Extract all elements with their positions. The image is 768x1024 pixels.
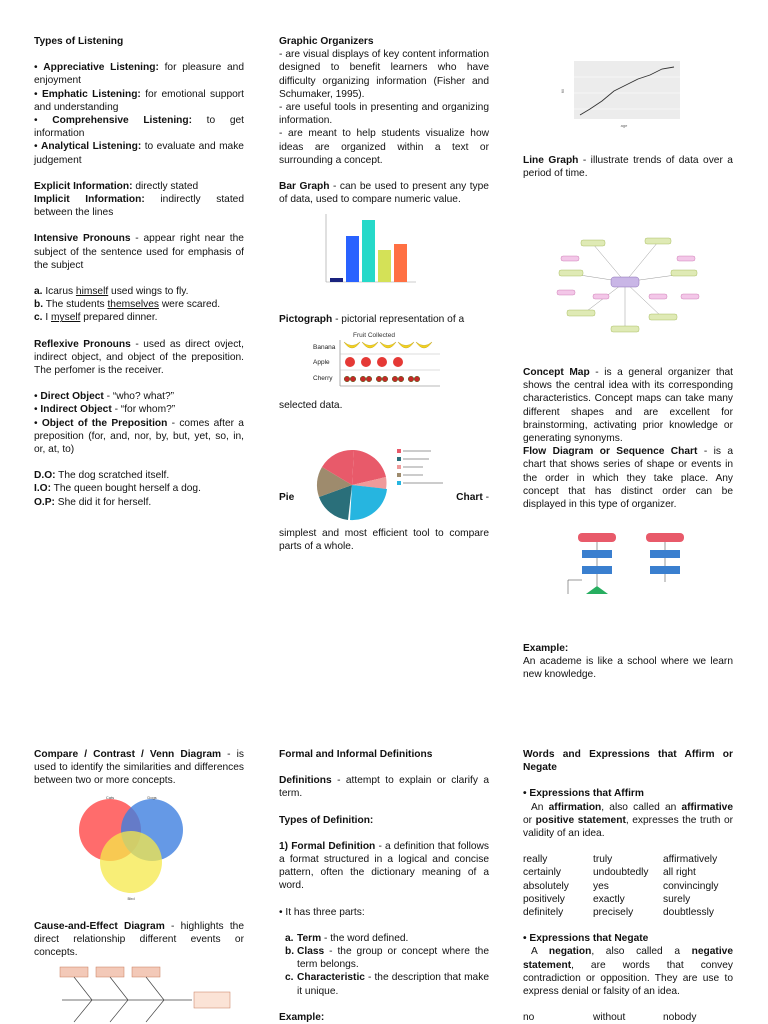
bar-graph-desc: Bar Graph - can be used to present any type of data, used to compare numeric value. — [279, 181, 489, 206]
cause-effect-figure — [52, 964, 232, 1024]
listening-title: Types of Listening — [34, 36, 124, 47]
reflexive-pronouns: Reflexive Pronouns - used as direct ovject, indirect object, and object of the preposition. The perfomer is the receiver. — [34, 338, 244, 377]
pictograph-text-2: selected data. — [279, 400, 343, 411]
bar — [330, 278, 343, 282]
information-types: Explicit Information: directly stated Implicit Information: indirectly stated between the lines — [34, 180, 244, 219]
example-title: Example: — [523, 643, 569, 654]
graphic-organizers-title: Graphic Organizers — [279, 36, 374, 47]
affirm-title: • Expressions that Affirm — [523, 788, 644, 800]
bar — [378, 250, 391, 282]
list-item: • Appreciative Listening: for pleasure and enjoyment — [34, 62, 244, 87]
pie-chart-figure — [312, 445, 452, 523]
formal-definition-desc: 1) Formal Definition - a definition that follows a format structured in a logical and concise pattern, often the dictionary meaning of a word. — [279, 840, 490, 892]
flow-diagram-figure — [560, 530, 690, 594]
pictograph-title: Fruit Collected — [353, 332, 395, 339]
negate-title: • Expressions that Negate — [523, 933, 649, 945]
pictograph-text: Pictograph - pictorial representation of a — [279, 314, 465, 325]
venn-desc: Compare / Contrast / Venn Diagram - is used to identify the similarities and differences between two or more concepts. — [34, 749, 244, 787]
go-desc-3: - are meant to help students visualize how ideas are organized within a text or surrounding a concept. — [279, 128, 489, 166]
pictograph-figure — [312, 330, 442, 388]
go-desc-1: - are visual displays of key content information designed to benefit learners who have difficulty organizing information (Fisher and Schumaker, 1995). — [279, 49, 489, 100]
column-2-bottom — [279, 748, 489, 1024]
bar-graph-figure — [318, 212, 418, 286]
bar — [346, 236, 359, 282]
pie-chart-label-row: Pie Chart - — [279, 492, 489, 503]
concept-map-desc: Concept Map - is a general organizer that shows the central idea with its corresponding characteristics. Concept maps can take many different shapes and are excellent for brainstorming, activating prior knowledge or generating synonyms. — [523, 367, 733, 445]
affirm-words-grid: really truly affirmatively certainly undoubtedly all right absolutely yes convincingly positively exactly surely definitely precisely doubtlessly — [523, 854, 719, 919]
svg-text:Bird: Bird — [127, 896, 135, 901]
banana-icons — [344, 342, 432, 348]
definitions-desc: Definitions - attempt to explain or clarify a term. — [279, 775, 489, 800]
svg-text:Dogs: Dogs — [147, 795, 157, 800]
listening-list — [34, 61, 244, 167]
row-label: Apple — [313, 359, 330, 366]
column-2-top — [279, 35, 489, 219]
column-3-example — [523, 642, 733, 695]
go-desc-2: - are useful tools in presenting and organizing information. — [279, 102, 489, 127]
intensive-examples: a. Icarus himself used wings to fly. b. The students themselves were scared. c. I myself prepared dinner. — [34, 286, 221, 324]
definitions-title: Formal and Informal Definitions — [279, 749, 433, 760]
column-1-top — [34, 35, 244, 522]
line-graph-figure — [560, 57, 688, 129]
intensive-pronouns: Intensive Pronouns - appear right near the subject of the sentence used for emphasis of the subject — [34, 233, 244, 271]
flow-diagram-desc: Flow Diagram or Sequence Chart - is a chart that shows series of shape or events in the order in which they take place. Any concept that has distinct order can be displayed in this type of organizer. — [523, 446, 733, 511]
svg-text:fill: fill — [560, 89, 565, 93]
affirm-desc: An affirmation, also called an affirmative or positive statement, expresses the truth or validity of an idea. — [523, 801, 734, 840]
venn-diagram-figure — [72, 792, 190, 902]
object-types: • Direct Object - “who? what?” • Indirect Object - “for whom?” • Object of the Preposition - comes after a preposition (for, and, nor, by, but, yet, so, in, or, at, to) — [34, 391, 244, 456]
list-item: • Analytical Listening: to evaluate and make judgement — [34, 141, 244, 166]
svg-text:age: age — [620, 123, 628, 128]
negate-desc: A negation, also called a negative statement, are words that convey contradiction or opposition. They are use to express denial or falsity of an idea. — [523, 946, 733, 998]
pie-chart-desc: simplest and most efficient tool to compare parts of a whole. — [279, 528, 489, 553]
words-title: Words and Expressions that Affirm or Negate — [523, 749, 733, 774]
bar — [394, 244, 407, 282]
list-item: • Comprehensive Listening: to get information — [34, 115, 244, 140]
column-3-bottom — [523, 748, 733, 1024]
apple-icons — [345, 357, 403, 367]
parts-list: a. Term - the word defined. b. Class - the group or concept where the term belongs. c. Characteristic - the description that make it unique. — [285, 932, 489, 997]
cause-effect-desc: Cause-and-Effect Diagram - highlights the direct relationship different events or concepts. — [34, 921, 245, 959]
cherry-icons — [344, 376, 420, 382]
example-text: An academe is like a school where we learn new knowledge. — [523, 656, 733, 681]
parts-intro: • It has three parts: — [279, 906, 365, 918]
concept-map-figure — [553, 234, 703, 338]
list-item: • Emphatic Listening: for emotional support and understanding — [34, 88, 244, 113]
object-examples: D.O: The dog scratched itself. I.O: The queen bought herself a dog. O.P: She did it for herself. — [34, 470, 201, 508]
column-3-concept — [523, 366, 733, 524]
column-3-line: Line Graph - illustrate trends of data over a period of time. — [523, 155, 733, 180]
row-label: Banana — [313, 344, 336, 351]
negate-words-grid: no without nobody — [523, 1012, 697, 1024]
example-title-2: Example: — [279, 1011, 325, 1023]
bar — [362, 220, 375, 282]
row-label: Cherry — [313, 375, 333, 382]
svg-text:Cats: Cats — [105, 795, 115, 800]
types-title: Types of Definition: — [279, 814, 374, 826]
